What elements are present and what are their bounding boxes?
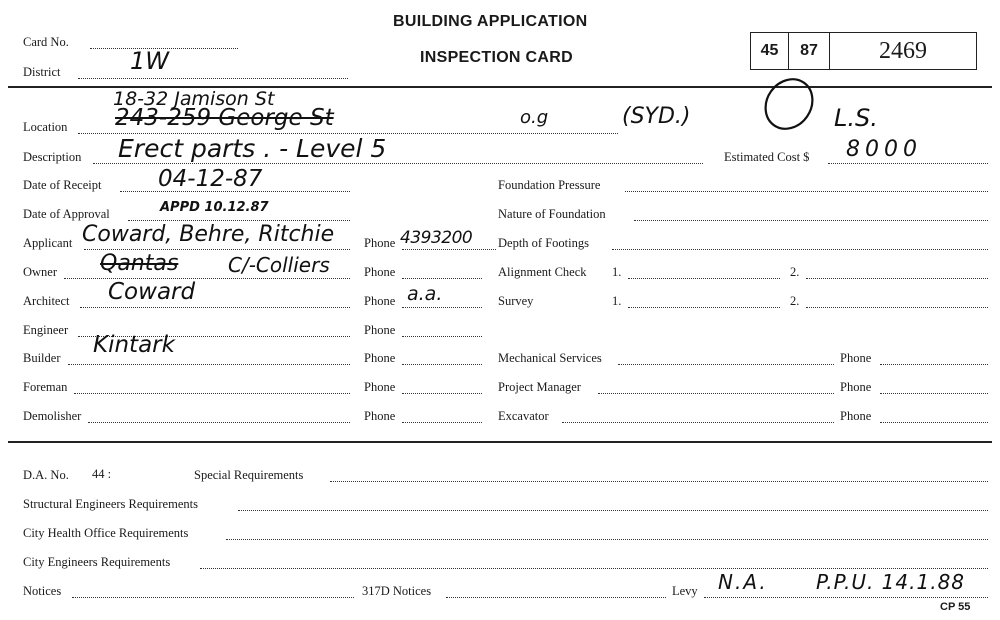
card-code-box-a: 45 <box>750 32 789 70</box>
estimated-cost-label: Estimated Cost $ <box>724 150 810 164</box>
structural-label: Structural Engineers Requirements <box>23 497 198 511</box>
engineer-phone-label: Phone <box>364 323 396 337</box>
nature-foundation-label: Nature of Foundation <box>498 207 606 221</box>
owner-phone-label: Phone <box>364 265 396 279</box>
survey-1-label: 1. <box>612 294 622 308</box>
health-line <box>226 539 988 540</box>
da-label: D.A. No. <box>23 468 69 482</box>
project-manager-phone-line <box>880 393 988 394</box>
excavator-phone-label: Phone <box>840 409 872 423</box>
project-manager-phone-label: Phone <box>840 380 872 394</box>
alignment-2-line <box>806 278 988 279</box>
architect-phone-label: Phone <box>364 294 396 308</box>
location-mark: L.S. <box>834 104 878 132</box>
foreman-label: Foreman <box>23 380 68 394</box>
receipt-value: 04-12-87 <box>158 166 263 192</box>
alignment-1-label: 1. <box>612 265 622 279</box>
applicant-phone-label: Phone <box>364 236 396 250</box>
demolisher-line <box>88 422 350 423</box>
title-line-2: INSPECTION CARD <box>420 49 573 66</box>
architect-phone-line <box>402 307 482 308</box>
applicant-label: Applicant <box>23 236 73 250</box>
card-code-box-b: 87 <box>788 32 830 70</box>
depth-footings-label: Depth of Footings <box>498 236 589 250</box>
builder-phone-line <box>402 364 482 365</box>
estimated-cost-line <box>828 163 988 164</box>
applicant-phone-line <box>402 249 496 250</box>
mechanical-phone-label: Phone <box>840 351 872 365</box>
card-number-box: 2469 <box>829 32 977 70</box>
description-value: Erect parts . - Level 5 <box>118 134 387 163</box>
foreman-phone-line <box>402 393 482 394</box>
depth-footings-line <box>612 249 988 250</box>
applicant-phone-value: 4393200 <box>400 228 473 248</box>
owner-phone-line <box>402 278 482 279</box>
description-line <box>93 163 703 164</box>
architect-line <box>80 307 350 308</box>
district-line <box>78 78 348 79</box>
nature-foundation-line <box>634 220 988 221</box>
special-line <box>330 481 988 482</box>
city-engineers-label: City Engineers Requirements <box>23 555 171 569</box>
applicant-line <box>84 249 350 250</box>
notices-317d-label: 317D Notices <box>362 584 432 598</box>
survey-label: Survey <box>498 294 534 308</box>
notices-317d-line <box>446 597 666 598</box>
mechanical-label: Mechanical Services <box>498 351 602 365</box>
city-engineers-line <box>200 568 988 569</box>
levy-value: N.A. <box>718 570 768 594</box>
notices-label: Notices <box>23 584 62 598</box>
builder-value: Kintark <box>93 332 175 358</box>
project-manager-label: Project Manager <box>498 380 581 394</box>
builder-phone-label: Phone <box>364 351 396 365</box>
approval-label: Date of Approval <box>23 207 110 221</box>
form-code: CP 55 <box>940 601 971 613</box>
builder-label: Builder <box>23 351 61 365</box>
levy-note: P.P.U. 14.1.88 <box>816 570 966 594</box>
applicant-value: Coward, Behre, Ritchie <box>82 222 335 247</box>
title-line-1: BUILDING APPLICATION <box>393 13 588 30</box>
builder-line <box>68 364 350 365</box>
description-label: Description <box>23 150 82 164</box>
engineer-label: Engineer <box>23 323 69 337</box>
levy-label: Levy <box>672 584 698 598</box>
alignment-1-line <box>628 278 780 279</box>
location-city: (SYD.) <box>622 104 691 129</box>
location-label: Location <box>23 120 68 134</box>
architect-label: Architect <box>23 294 70 308</box>
alignment-2-label: 2. <box>790 265 800 279</box>
architect-phone-value: a.a. <box>407 283 443 305</box>
demolisher-label: Demolisher <box>23 409 82 423</box>
architect-value: Coward <box>108 279 196 305</box>
approval-line <box>128 220 350 221</box>
approval-value: APPD 10.12.87 <box>160 200 269 215</box>
mechanical-line <box>618 364 834 365</box>
excavator-phone-line <box>880 422 988 423</box>
engineer-phone-line <box>402 336 482 337</box>
location-struck-value: 243-259 George St <box>115 105 334 131</box>
project-manager-line <box>598 393 834 394</box>
da-value: 44 : <box>92 467 112 481</box>
card-no-label: Card No. <box>23 35 69 49</box>
receipt-label: Date of Receipt <box>23 178 102 192</box>
owner-value: C/-Colliers <box>228 253 330 277</box>
demolisher-phone-line <box>402 422 482 423</box>
owner-label: Owner <box>23 265 58 279</box>
survey-2-label: 2. <box>790 294 800 308</box>
foreman-phone-label: Phone <box>364 380 396 394</box>
health-label: City Health Office Requirements <box>23 526 189 540</box>
demolisher-phone-label: Phone <box>364 409 396 423</box>
mechanical-phone-line <box>880 364 988 365</box>
location-above-handwriting: 18-32 Jamison St <box>113 88 275 110</box>
levy-line <box>704 597 988 598</box>
alignment-label: Alignment Check <box>498 265 587 279</box>
district-value: 1W <box>130 47 169 75</box>
circle-mark-icon <box>756 74 826 134</box>
middle-rule <box>8 441 992 443</box>
foundation-pressure-line <box>625 191 988 192</box>
excavator-line <box>562 422 834 423</box>
foundation-pressure-label: Foundation Pressure <box>498 178 601 192</box>
district-label: District <box>23 65 61 79</box>
survey-2-line <box>806 307 988 308</box>
location-suffix: o.g <box>520 107 549 128</box>
special-label: Special Requirements <box>194 468 304 482</box>
owner-line <box>64 278 350 279</box>
structural-line <box>238 510 988 511</box>
excavator-label: Excavator <box>498 409 549 423</box>
notices-line <box>72 597 354 598</box>
owner-struck-value: Qantas <box>100 251 179 276</box>
estimated-cost-value: 8000 <box>846 137 922 162</box>
survey-1-line <box>628 307 780 308</box>
foreman-line <box>74 393 350 394</box>
